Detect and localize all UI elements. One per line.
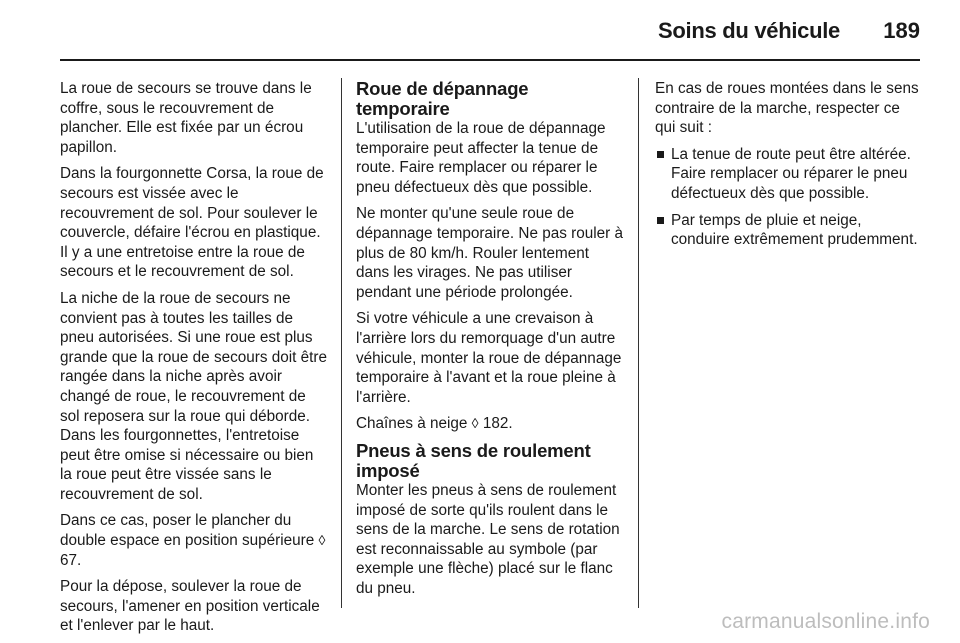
page-number: 189 <box>883 18 920 43</box>
bullet-list <box>655 145 923 250</box>
page-reference-arrow-icon: ◊ <box>471 415 479 432</box>
section-heading: Roue de dépannage temporaire <box>356 78 529 119</box>
page-reference[interactable]: 182. <box>482 415 513 433</box>
paragraph-text: Dans ce cas, poser le plancher du double espace en position supérieure <box>60 512 315 550</box>
paragraph-with-reference <box>60 511 328 570</box>
paragraph: Dans la fourgonnette Corsa, la roue de secours est vissée avec le recouvrement de sol. Pour soulever le couvercle, défaire l'écrou en plastique. Il y a une entretoise entre la roue de secours et le recouvrement de sol. <box>60 165 324 281</box>
paragraph-with-reference <box>356 414 624 434</box>
paragraph: La niche de la roue de secours ne convient pas à toutes les tailles de pneu autorisées. Si une roue est plus grande que la roue de secours doit être rangée dans la niche après avoir changé de roue, le recouvrement de sol reposera sur la roue qui déborde. Dans les fourgonnettes, l'entretoise peut être omise si nécessaire ou bien la roue peut être vissée sans le recouvrement de sol. <box>60 289 328 503</box>
paragraph-text: Chaînes à neige <box>356 415 468 433</box>
column-2 <box>356 79 624 605</box>
column-divider <box>341 78 342 608</box>
paragraph: Si votre véhicule a une crevaison à l'arrière lors du remorquage d'un autre véhicule, monter la roue de dépannage temporaire à l'avant et la roue pleine à l'arrière. <box>356 310 622 406</box>
page-reference[interactable]: 67. <box>60 551 82 569</box>
watermark: carmanualsonline.info <box>721 610 930 633</box>
page-reference-arrow-icon: ◊ <box>318 532 326 549</box>
paragraph: Pour la dépose, soulever la roue de secours, l'amener en position verticale et l'enlever par le haut. <box>60 578 320 635</box>
column-divider <box>638 78 639 608</box>
paragraph: Ne monter qu'une seule roue de dépannage temporaire. Ne pas rouler à plus de 80 km/h. Rouler lentement dans les virages. Ne pas utiliser pendant une période prolongée. <box>356 205 624 301</box>
paragraph: Monter les pneus à sens de roulement imposé de sorte qu'ils roulent dans le sens de la marche. Le sens de rotation est reconnaissable au symbole (par exemple une flèche) placé sur le flanc du pneu. <box>356 481 620 597</box>
paragraph: La roue de secours se trouve dans le coffre, sous le recouvrement de plancher. Elle est fixée par un écrou papillon. <box>60 80 312 156</box>
bullet-item: La tenue de route peut être altérée. Faire remplacer ou réparer le pneu défectueux dès que possible. <box>655 145 923 204</box>
bullet-item: Par temps de pluie et neige, conduire extrêmement prudemment. <box>655 211 923 250</box>
section-heading: Pneus à sens de roulement imposé <box>356 439 591 481</box>
column-3 <box>655 79 923 257</box>
header-title: Soins du véhicule <box>658 18 840 43</box>
paragraph: L'utilisation de la roue de dépannage temporaire peut affecter la tenue de route. Faire remplacer ou réparer le pneu défectueux dès que possible. <box>356 120 606 196</box>
header-rule <box>60 59 920 61</box>
column-1 <box>60 79 328 643</box>
paragraph: En cas de roues montées dans le sens contraire de la marche, respecter ce qui suit : <box>655 80 919 137</box>
